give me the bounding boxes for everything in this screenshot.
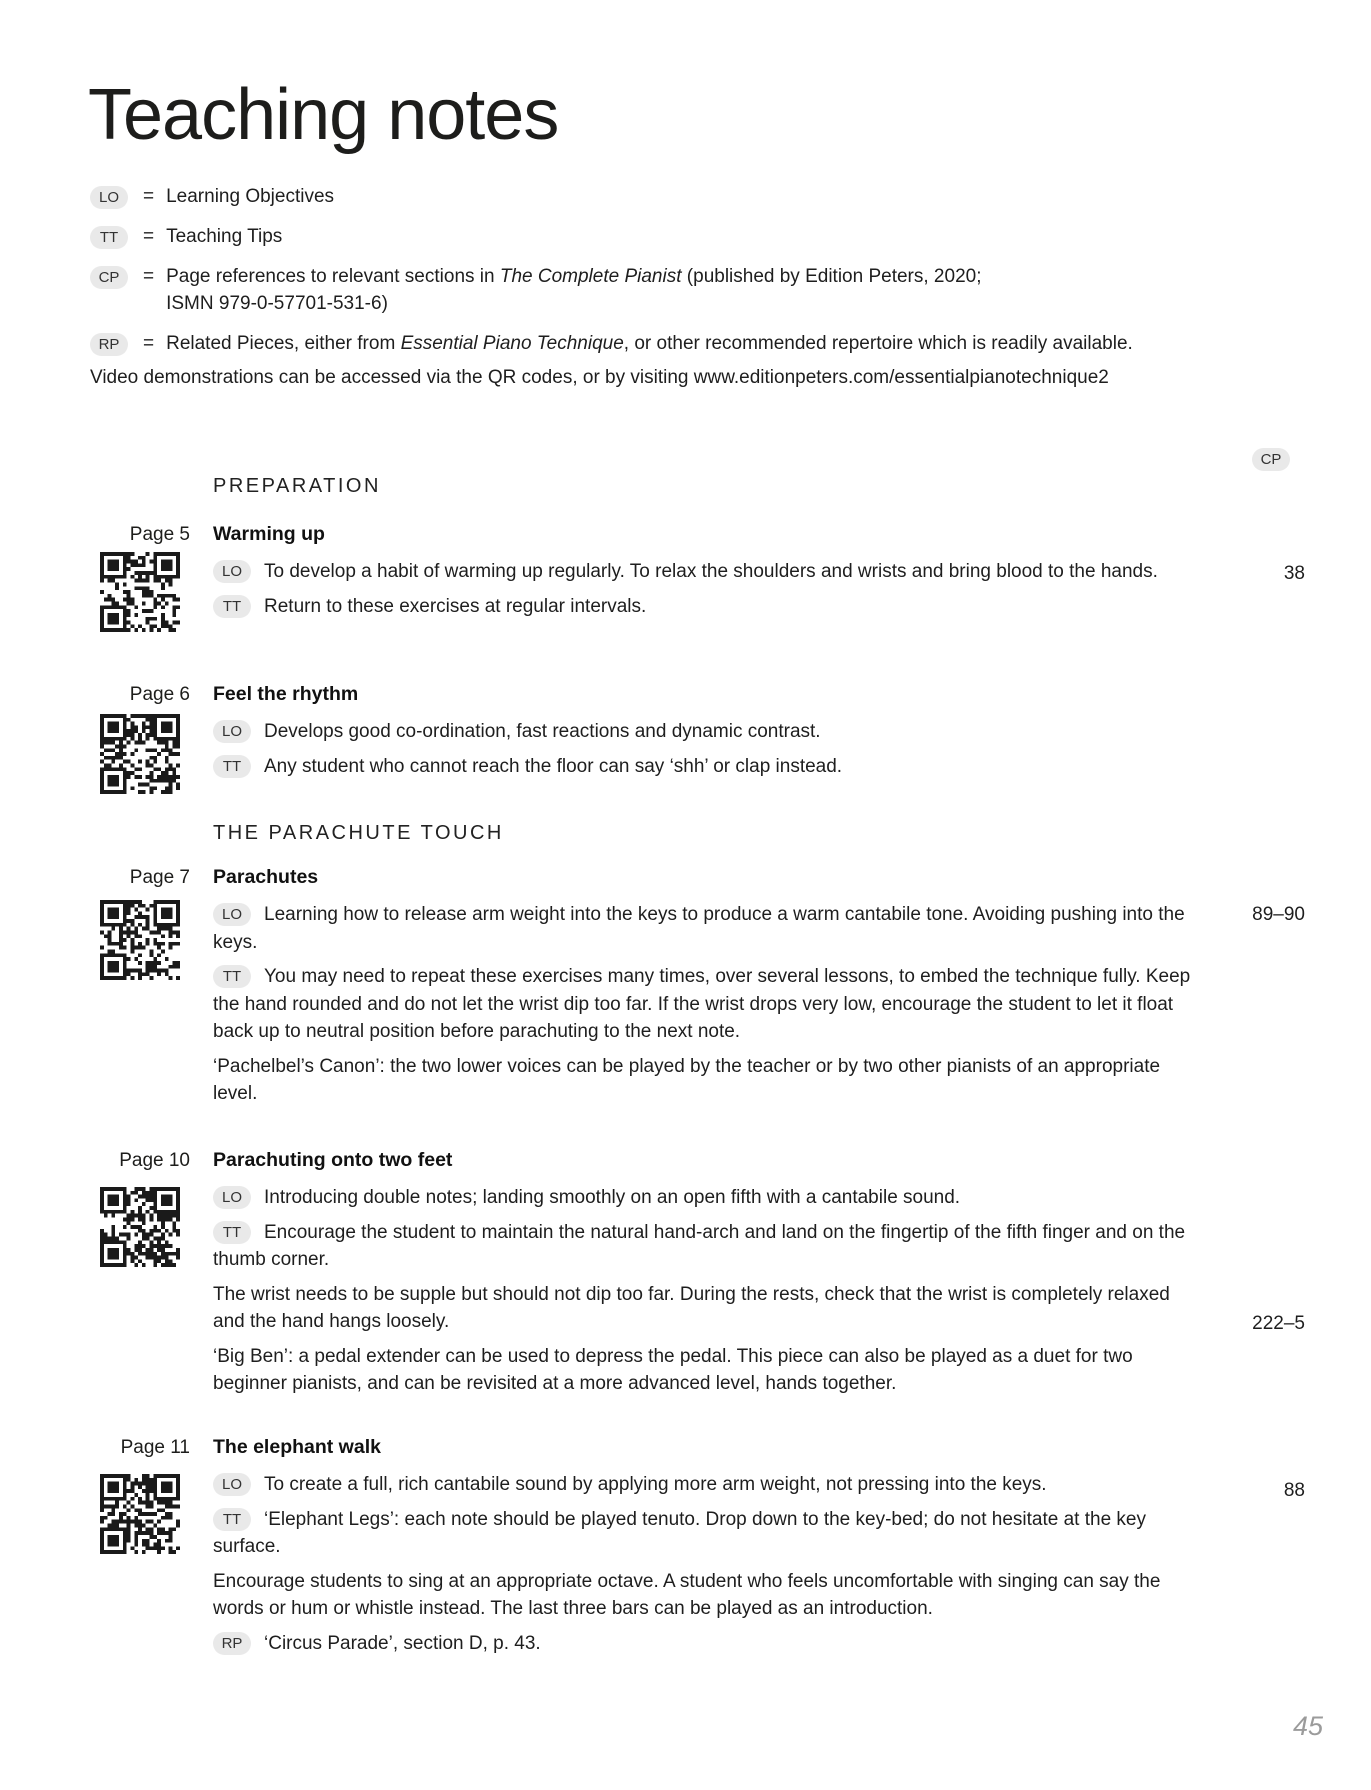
page-label: Page 11 xyxy=(120,1437,190,1458)
entry-body xyxy=(213,1147,1205,1405)
note-paragraph xyxy=(213,1343,1205,1398)
folio-page-number: 45 xyxy=(1293,1711,1324,1741)
entry-title: Warming up xyxy=(213,523,325,545)
item-text: Develops good co-ordination, fast reactions and dynamic contrast. xyxy=(264,721,821,742)
teaching-tip-item xyxy=(213,753,1205,781)
section-heading-parachute-touch: THE PARACHUTE TOUCH xyxy=(213,822,504,844)
entry-title: Parachuting onto two feet xyxy=(213,1149,453,1171)
entry-title: Parachutes xyxy=(213,866,319,888)
video-demonstrations-note: Video demonstrations can be accessed via the QR codes, or by visiting www.editionpeters.com/essentialpianotechnique2 xyxy=(90,367,1109,388)
section-heading-preparation: PREPARATION xyxy=(213,475,381,497)
entry-gutter xyxy=(90,864,190,1115)
entry-body xyxy=(213,521,1205,627)
lo-badge: LO xyxy=(213,1186,251,1209)
tt-badge: TT xyxy=(213,595,251,618)
item-text: ‘Big Ben’: a pedal extender can be used to depress the pedal. This piece can also be played as a duet for two beginner pianists, and can be revisited at a more advanced level, hands together. xyxy=(213,1345,1133,1394)
legend-row-tt xyxy=(90,223,1270,250)
item-text: Introducing double notes; landing smoothly on an open fifth with a cantabile sound. xyxy=(264,1187,961,1208)
tt-badge: TT xyxy=(90,226,128,249)
item-text: Any student who cannot reach the floor can say ‘shh’ or clap instead. xyxy=(264,755,843,777)
item-text: Return to these exercises at regular intervals. xyxy=(264,595,647,617)
tt-badge: TT xyxy=(213,965,251,988)
page-label: Page 5 xyxy=(129,524,190,545)
legend-text-rp: Related Pieces, either from Essential Piano Technique, or other recommended repertoire which is readily available. xyxy=(166,333,1133,354)
entry-gutter xyxy=(90,1147,190,1405)
learning-objective-item xyxy=(213,718,1205,746)
legend-text-lo: Learning Objectives xyxy=(166,186,335,207)
learning-objective-item xyxy=(213,901,1205,956)
equals-sign: = xyxy=(143,186,155,207)
equals-sign: = xyxy=(143,266,155,287)
cp-page-ref: 38 xyxy=(1283,563,1305,584)
entry-gutter xyxy=(90,681,190,787)
lo-badge: LO xyxy=(213,1473,251,1496)
equals-sign: = xyxy=(143,226,155,247)
entry-warming-up xyxy=(90,521,1305,627)
item-text: Encourage students to sing at an appropriate octave. A student who feels uncomfortable with singing can say the words or hum or whistle instead. The last three bars can be played as an introduction. xyxy=(213,1570,1161,1619)
legend-row-cp xyxy=(90,263,1270,317)
entry-gutter xyxy=(90,521,190,627)
cp-column-header-badge: CP xyxy=(1252,448,1290,471)
entry-feel-the-rhythm xyxy=(90,681,1305,787)
legend-text-tt: Teaching Tips xyxy=(166,226,283,247)
item-text: To create a full, rich cantabile sound by applying more arm weight, not pressing into the keys. xyxy=(264,1474,1047,1495)
learning-objective-item xyxy=(213,558,1205,586)
legend-text-cp xyxy=(166,263,1226,317)
lo-badge: LO xyxy=(90,186,128,209)
note-paragraph xyxy=(213,1568,1205,1623)
tt-badge: TT xyxy=(213,1508,251,1531)
related-piece-item xyxy=(213,1630,1205,1658)
legend-text-cp-line1: Page references to relevant sections in The Complete Pianist (published by Edition Peters, 2020; xyxy=(166,266,982,287)
teaching-tip-item xyxy=(213,963,1205,1046)
tt-badge: TT xyxy=(213,755,251,778)
item-text: ‘Pachelbel’s Canon’: the two lower voices can be played by the teacher or by two other pianists of an appropriate level. xyxy=(213,1055,1161,1104)
legend-text-cp-line2: ISMN 979-0-57701-531-6) xyxy=(166,293,388,314)
teaching-tip-item xyxy=(213,1219,1205,1274)
item-text: To develop a habit of warming up regularly. To relax the shoulders and wrists and bring blood to the hands. xyxy=(264,561,1158,582)
qr-code xyxy=(100,714,180,794)
qr-code xyxy=(100,900,180,980)
entry-body xyxy=(213,1434,1205,1664)
entry-the-elephant-walk xyxy=(90,1434,1305,1664)
page-title: Teaching notes xyxy=(88,75,559,155)
entry-parachuting-onto-two-feet xyxy=(90,1147,1305,1405)
item-text: ‘Circus Parade’, section D, p. 43. xyxy=(264,1632,541,1654)
lo-badge: LO xyxy=(213,720,251,743)
cp-badge: CP xyxy=(90,266,128,289)
cp-page-ref: 88 xyxy=(1283,1480,1305,1501)
rp-badge: RP xyxy=(213,1632,251,1655)
note-paragraph xyxy=(213,1053,1205,1108)
item-text: Encourage the student to maintain the natural hand-arch and land on the fingertip of the fifth finger and on the thumb corner. xyxy=(213,1221,1186,1270)
learning-objective-item xyxy=(213,1184,1205,1212)
item-text: ‘Elephant Legs’: each note should be played tenuto. Drop down to the key-bed; do not hesitate at the key surface. xyxy=(213,1508,1146,1557)
lo-badge: LO xyxy=(213,903,251,926)
equals-sign: = xyxy=(143,333,155,354)
qr-code xyxy=(100,1474,180,1554)
cp-page-ref: 89–90 xyxy=(1252,904,1305,925)
entry-body xyxy=(213,864,1205,1115)
entry-gutter xyxy=(90,1434,190,1664)
entry-title: The elephant walk xyxy=(213,1436,381,1458)
cp-page-ref: 222–5 xyxy=(1252,1313,1305,1334)
qr-code xyxy=(100,552,180,632)
qr-code xyxy=(100,1187,180,1267)
legend-row-lo xyxy=(90,183,1270,210)
page-label: Page 10 xyxy=(119,1150,190,1171)
teaching-tip-item xyxy=(213,1506,1205,1561)
item-text: You may need to repeat these exercises many times, over several lessons, to embed the technique fully. Keep the hand rounded and do not let the wrist dip too far. If the wrist drops very low, encourage the student to let it float back up to neutral position before parachuting to the next note. xyxy=(213,966,1191,1042)
lo-badge: LO xyxy=(213,560,251,583)
entry-parachutes xyxy=(90,864,1305,1115)
legend-row-rp xyxy=(90,330,1270,357)
item-text: The wrist needs to be supple but should not dip too far. During the rests, check that the wrist is completely relaxed and the hand hangs loosely. xyxy=(213,1283,1170,1332)
legend xyxy=(90,183,1270,370)
entry-body xyxy=(213,681,1205,787)
item-text: Learning how to release arm weight into the keys to produce a warm cantabile tone. Avoiding pushing into the keys. xyxy=(213,904,1185,953)
teaching-tip-item xyxy=(213,593,1205,621)
page-label: Page 7 xyxy=(129,867,190,888)
tt-badge: TT xyxy=(213,1221,251,1244)
entry-title: Feel the rhythm xyxy=(213,683,359,705)
page-label: Page 6 xyxy=(129,684,190,705)
rp-badge: RP xyxy=(90,333,128,356)
learning-objective-item xyxy=(213,1471,1205,1499)
note-paragraph xyxy=(213,1281,1205,1336)
